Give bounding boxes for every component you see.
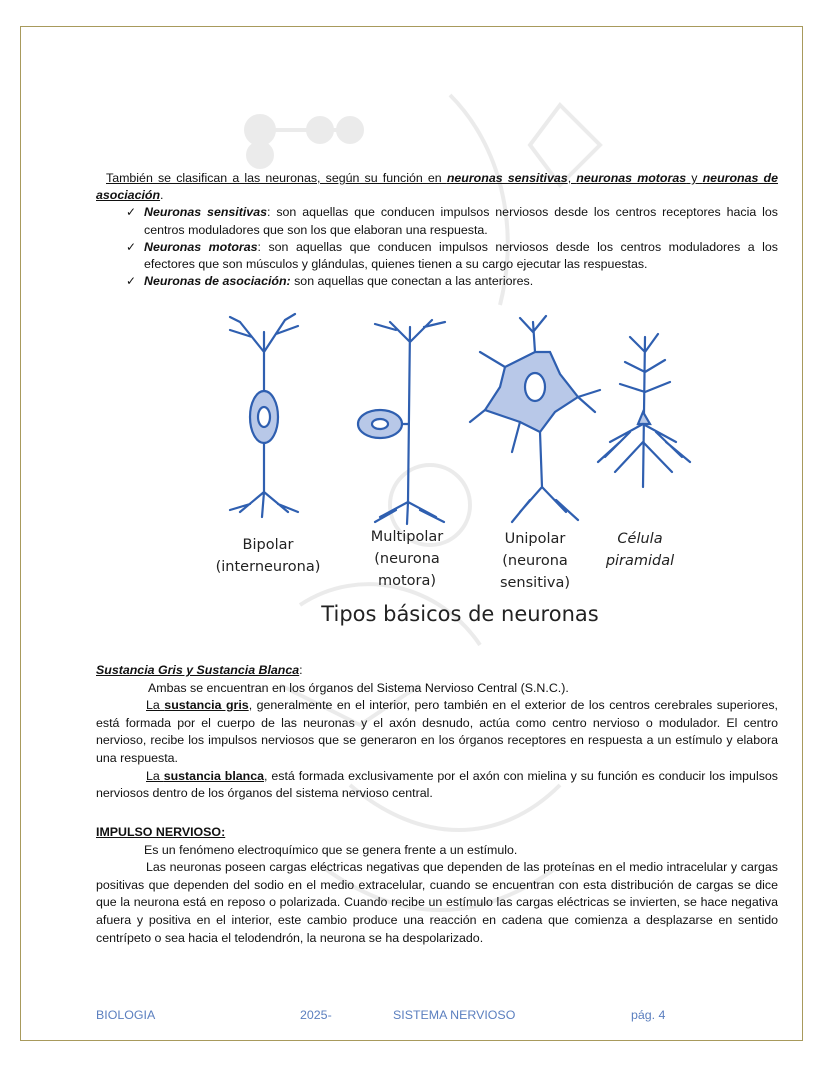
figure-title: Tipos básicos de neuronas: [321, 602, 599, 626]
neuron-types-figure: [200, 312, 700, 634]
label-piramidal: [595, 528, 685, 572]
footer-year: 2025-: [300, 1008, 332, 1022]
neuron-drawings: [200, 312, 700, 527]
bullet-term: Neuronas de asociación:: [144, 274, 291, 289]
label-bipolar: [208, 534, 328, 578]
term-asociacion: neuronas de asociación: [96, 171, 778, 203]
bullet-term: Neuronas motoras: [144, 239, 258, 254]
sustancia-section: [96, 662, 778, 803]
footer-page: pág. 4: [631, 1008, 666, 1022]
impulso-p1: Es un fenómeno electroquímico que se genera frente a un estímulo.: [144, 842, 518, 857]
label-line: motora): [377, 573, 437, 589]
heading-colon: :: [299, 663, 303, 677]
label-line: Célula: [617, 531, 663, 547]
p2-la: La: [146, 698, 165, 713]
intro-end: .: [160, 188, 164, 203]
intro-text: También se clasifican a las neuronas, según su función en: [106, 171, 447, 185]
unipolar-neuron: [470, 316, 600, 522]
label-line: (neurona: [502, 553, 568, 569]
heading-text: Sustancia Gris y Sustancia Blanca: [96, 663, 300, 677]
intro-section: [96, 170, 778, 290]
bullet-text: : son aquellas que conducen impulsos nerviosos desde los centros receptores hacia los centros moduladores que son los que elaboran una respuesta.: [144, 205, 778, 237]
label-line: (interneurona): [215, 559, 321, 575]
p2-text: , generalmente en el interior, pero también en el exterior de los centros cerebrales superiores, está formada por el cuerpo de las neuronas y el axón desnudo, actúa como centro nervioso o modulador. El centro nervioso, recibe los impulsos nerviosos que se generaron en los órganos receptores en respuesta a un estímulo y elabora una respuesta.: [96, 698, 778, 765]
check-icon: ✓: [126, 239, 137, 254]
label-line: sensitiva): [499, 575, 571, 591]
impulso-heading: [96, 824, 778, 842]
bipolar-neuron: [230, 314, 298, 517]
pyramidal-neuron: [598, 334, 690, 487]
intro-sep: ,: [567, 171, 577, 185]
sustancia-p2: [96, 697, 778, 767]
p3-text: , está formada exclusivamente por el axón con mielina y su función es conducir los impulsos nerviosos dentro de los órganos del sistema nervioso central.: [96, 768, 778, 801]
intro-paragraph: [96, 170, 778, 204]
bullet-text: son aquellas que conectan a las anteriores.: [290, 274, 534, 289]
label-line: (neurona: [374, 551, 440, 567]
label-line: Multipolar: [370, 529, 444, 545]
term-motoras: neuronas motoras: [576, 171, 687, 185]
impulso-p2: Las neuronas poseen cargas eléctricas negativas que dependen de las proteínas en el medio intracelular y cargas positivas que dependen del sodio en el medio extracelular, cuando se encuentran con esta distribución de cargas se dice que la neurona está en reposo o polarizada. Cuando recibe un estímulo las cargas eléctricas se invierten, se hace negativa afuera y positiva en el interior, este cambio produce una reacción en cadena que comienza a desplazarse en sentido centrípeto o sea hacia el telodendrón, la neurona se ha despolarizado.: [96, 860, 778, 945]
sustancia-heading: [96, 662, 778, 680]
multipolar-neuron: [358, 320, 445, 524]
sustancia-p3: [96, 768, 778, 803]
label-multipolar: [352, 526, 462, 592]
check-icon: ✓: [126, 205, 137, 220]
list-item: [126, 273, 778, 290]
list-item: [126, 204, 778, 238]
p3-la: La: [146, 768, 164, 783]
term-sustancia-gris: sustancia gris: [164, 698, 249, 713]
list-item: [126, 239, 778, 273]
label-line: Bipolar: [242, 537, 294, 553]
sustancia-p1: Ambas se encuentran en los órganos del Sistema Nervioso Central (S.N.C.).: [148, 680, 569, 695]
footer-topic: SISTEMA NERVIOSO: [393, 1008, 516, 1022]
label-line: piramidal: [605, 553, 675, 569]
footer-subject: BIOLOGIA: [96, 1008, 156, 1022]
bullet-term: Neuronas sensitivas: [144, 205, 267, 220]
check-icon: ✓: [126, 274, 137, 289]
intro-sep: y: [686, 171, 703, 185]
label-unipolar: [485, 528, 585, 594]
term-sensitivas: neuronas sensitivas: [446, 171, 568, 185]
label-line: Unipolar: [504, 531, 566, 547]
neuron-type-list: [96, 204, 778, 290]
heading-text: IMPULSO NERVIOSO:: [96, 825, 226, 839]
term-sustancia-blanca: sustancia blanca: [163, 768, 265, 783]
bullet-text: : son aquellas que conducen impulsos nerviosos desde los centros moduladores a los efectores que son músculos y glándulas, quienes tienen a su cargo ejecutar las respuestas.: [144, 239, 778, 272]
impulso-section: [96, 824, 778, 947]
